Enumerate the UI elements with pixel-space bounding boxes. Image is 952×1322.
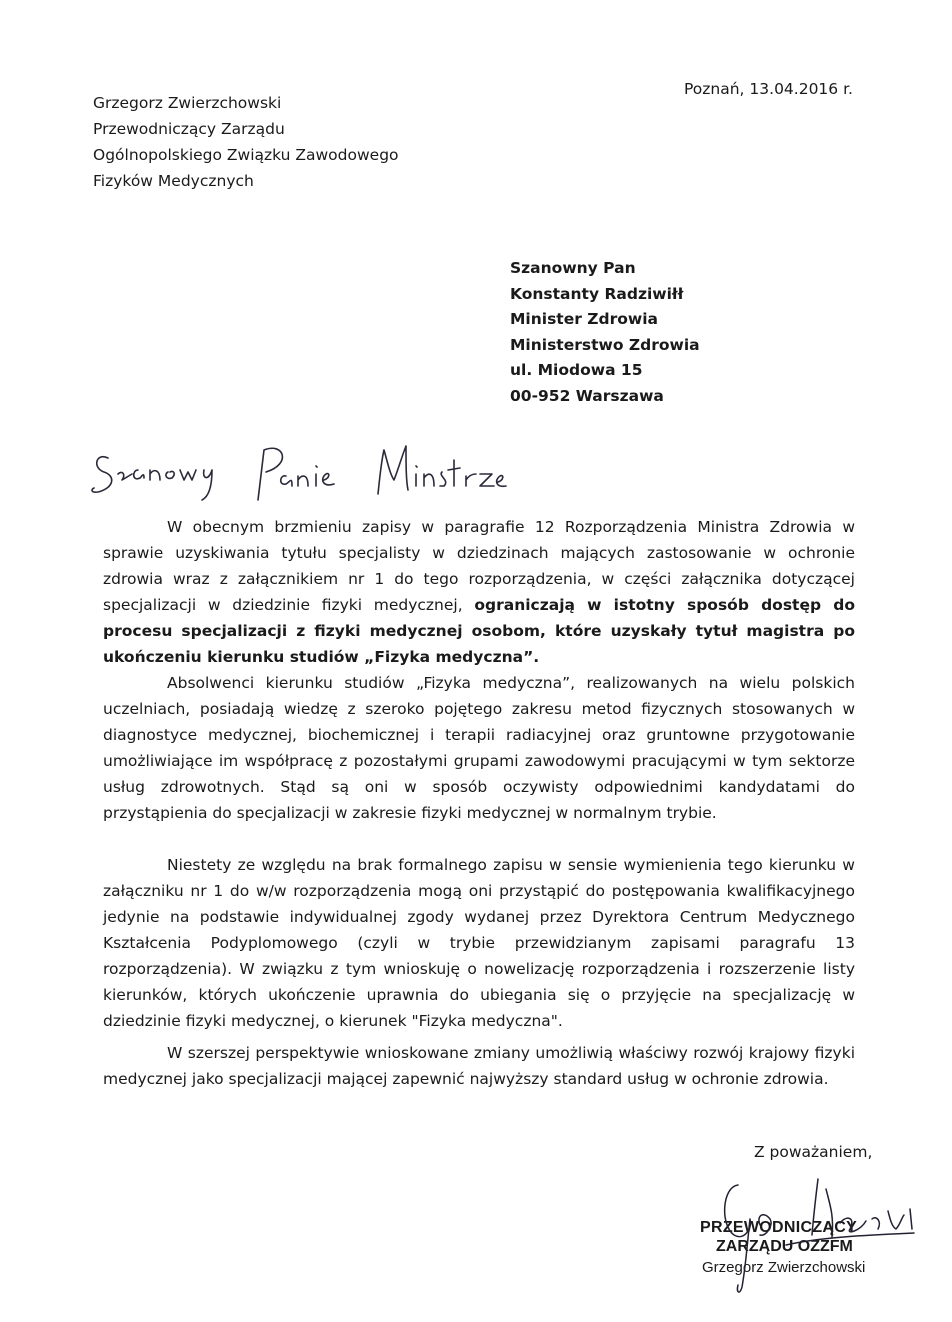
sender-org-line2: Fizyków Medycznych: [93, 172, 254, 190]
stamp-title: PRZEWODNICZĄCY: [700, 1219, 858, 1236]
paragraph-4-text: W szerszej perspektywie wnioskowane zmiany umożliwią właściwy rozwój krajowy fizyki medycznej jako specjalizacji mającej zapewnić najwyższy standard usług w ochronie zdrowia.: [103, 1044, 855, 1088]
handwritten-signature: [700, 1175, 940, 1305]
recipient-block: [510, 256, 700, 409]
sender-block: [93, 90, 399, 194]
recipient-institution: Ministerstwo Zdrowia: [510, 335, 700, 354]
paragraph-1: [103, 514, 855, 670]
sender-org-line1: Ogólnopolskiego Związku Zawodowego: [93, 146, 399, 164]
closing-phrase: Z poważaniem,: [754, 1143, 873, 1161]
recipient-name: Konstanty Radziwiłł: [510, 284, 684, 303]
letter-date: Poznań, 13.04.2016 r.: [684, 80, 853, 98]
paragraph-3: [103, 852, 855, 1034]
recipient-title: Minister Zdrowia: [510, 310, 658, 328]
paragraph-1-text: W obecnym brzmieniu zapisy w paragrafie 12 Rozporządzenia Ministra Zdrowia w sprawie uzyskiwania tytułu specjalisty w dziedzinach mających zastosowanie w ochronie zdrowia wraz z załącznikiem nr 1 do tego rozporządzenia, w części załącznika dotyczącej specjalizacji w dziedzinie fizyki medycznej,: [103, 518, 855, 614]
stamp-board: ZARZĄDU OZZFM: [716, 1238, 853, 1255]
recipient-city: 00-952 Warszawa: [510, 386, 664, 405]
recipient-greeting: Szanowny Pan: [510, 259, 636, 277]
paragraph-1-emphasis: ograniczają w istotny sposób dostęp do procesu specjalizacji z fizyki medycznej osobom, które uzyskały tytuł magistra po ukończeniu kierunku studiów „Fizyka medyczna”.: [103, 596, 855, 666]
sender-role: Przewodniczący Zarządu: [93, 120, 285, 138]
handwritten-salutation: [88, 430, 508, 510]
recipient-street: ul. Miodowa 15: [510, 361, 643, 379]
paragraph-4: [103, 1040, 855, 1092]
stamp-name: Grzegorz Zwierzchowski: [702, 1259, 866, 1276]
paragraph-2: [103, 670, 855, 826]
paragraph-2-text: Absolwenci kierunku studiów „Fizyka medyczna”, realizowanych na wielu polskich uczelniach, posiadają wiedzę z szeroko pojętego zakresu metod fizycznych stosowanych w diagnostyce medycznej, biochemicznej i terapii radiacyjnej oraz gruntowne przygotowanie umożliwiające im współpracę z pozostałymi grupami zawodowymi pracującymi w tym sektorze usług zdrowotnych. Stąd są oni w sposób oczywisty odpowiednimi kandydatami do przystąpienia do specjalizacji w zakresie fizyki medycznej w normalnym trybie.: [103, 674, 855, 822]
sender-name: Grzegorz Zwierzchowski: [93, 94, 282, 112]
paragraph-3-text: Niestety ze względu na brak formalnego zapisu w sensie wymienienia tego kierunku w załączniku nr 1 do w/w rozporządzenia mogą oni przystąpić do postępowania kwalifikacyjnego jedynie na podstawie indywidualnej zgody wydanej przez Dyrektora Centrum Medycznego Kształcenia Podyplomowego (czyli w trybie przewidzianym zapisami paragrafu 13 rozporządzenia). W związku z tym wnioskuję o nowelizację rozporządzenia i rozszerzenie listy kierunków, których ukończenie uprawnia do ubiegania się o przyjęcie na specjalizację w dziedzinie fizyki medycznej, o kierunek "Fizyka medyczna".: [103, 856, 855, 1030]
